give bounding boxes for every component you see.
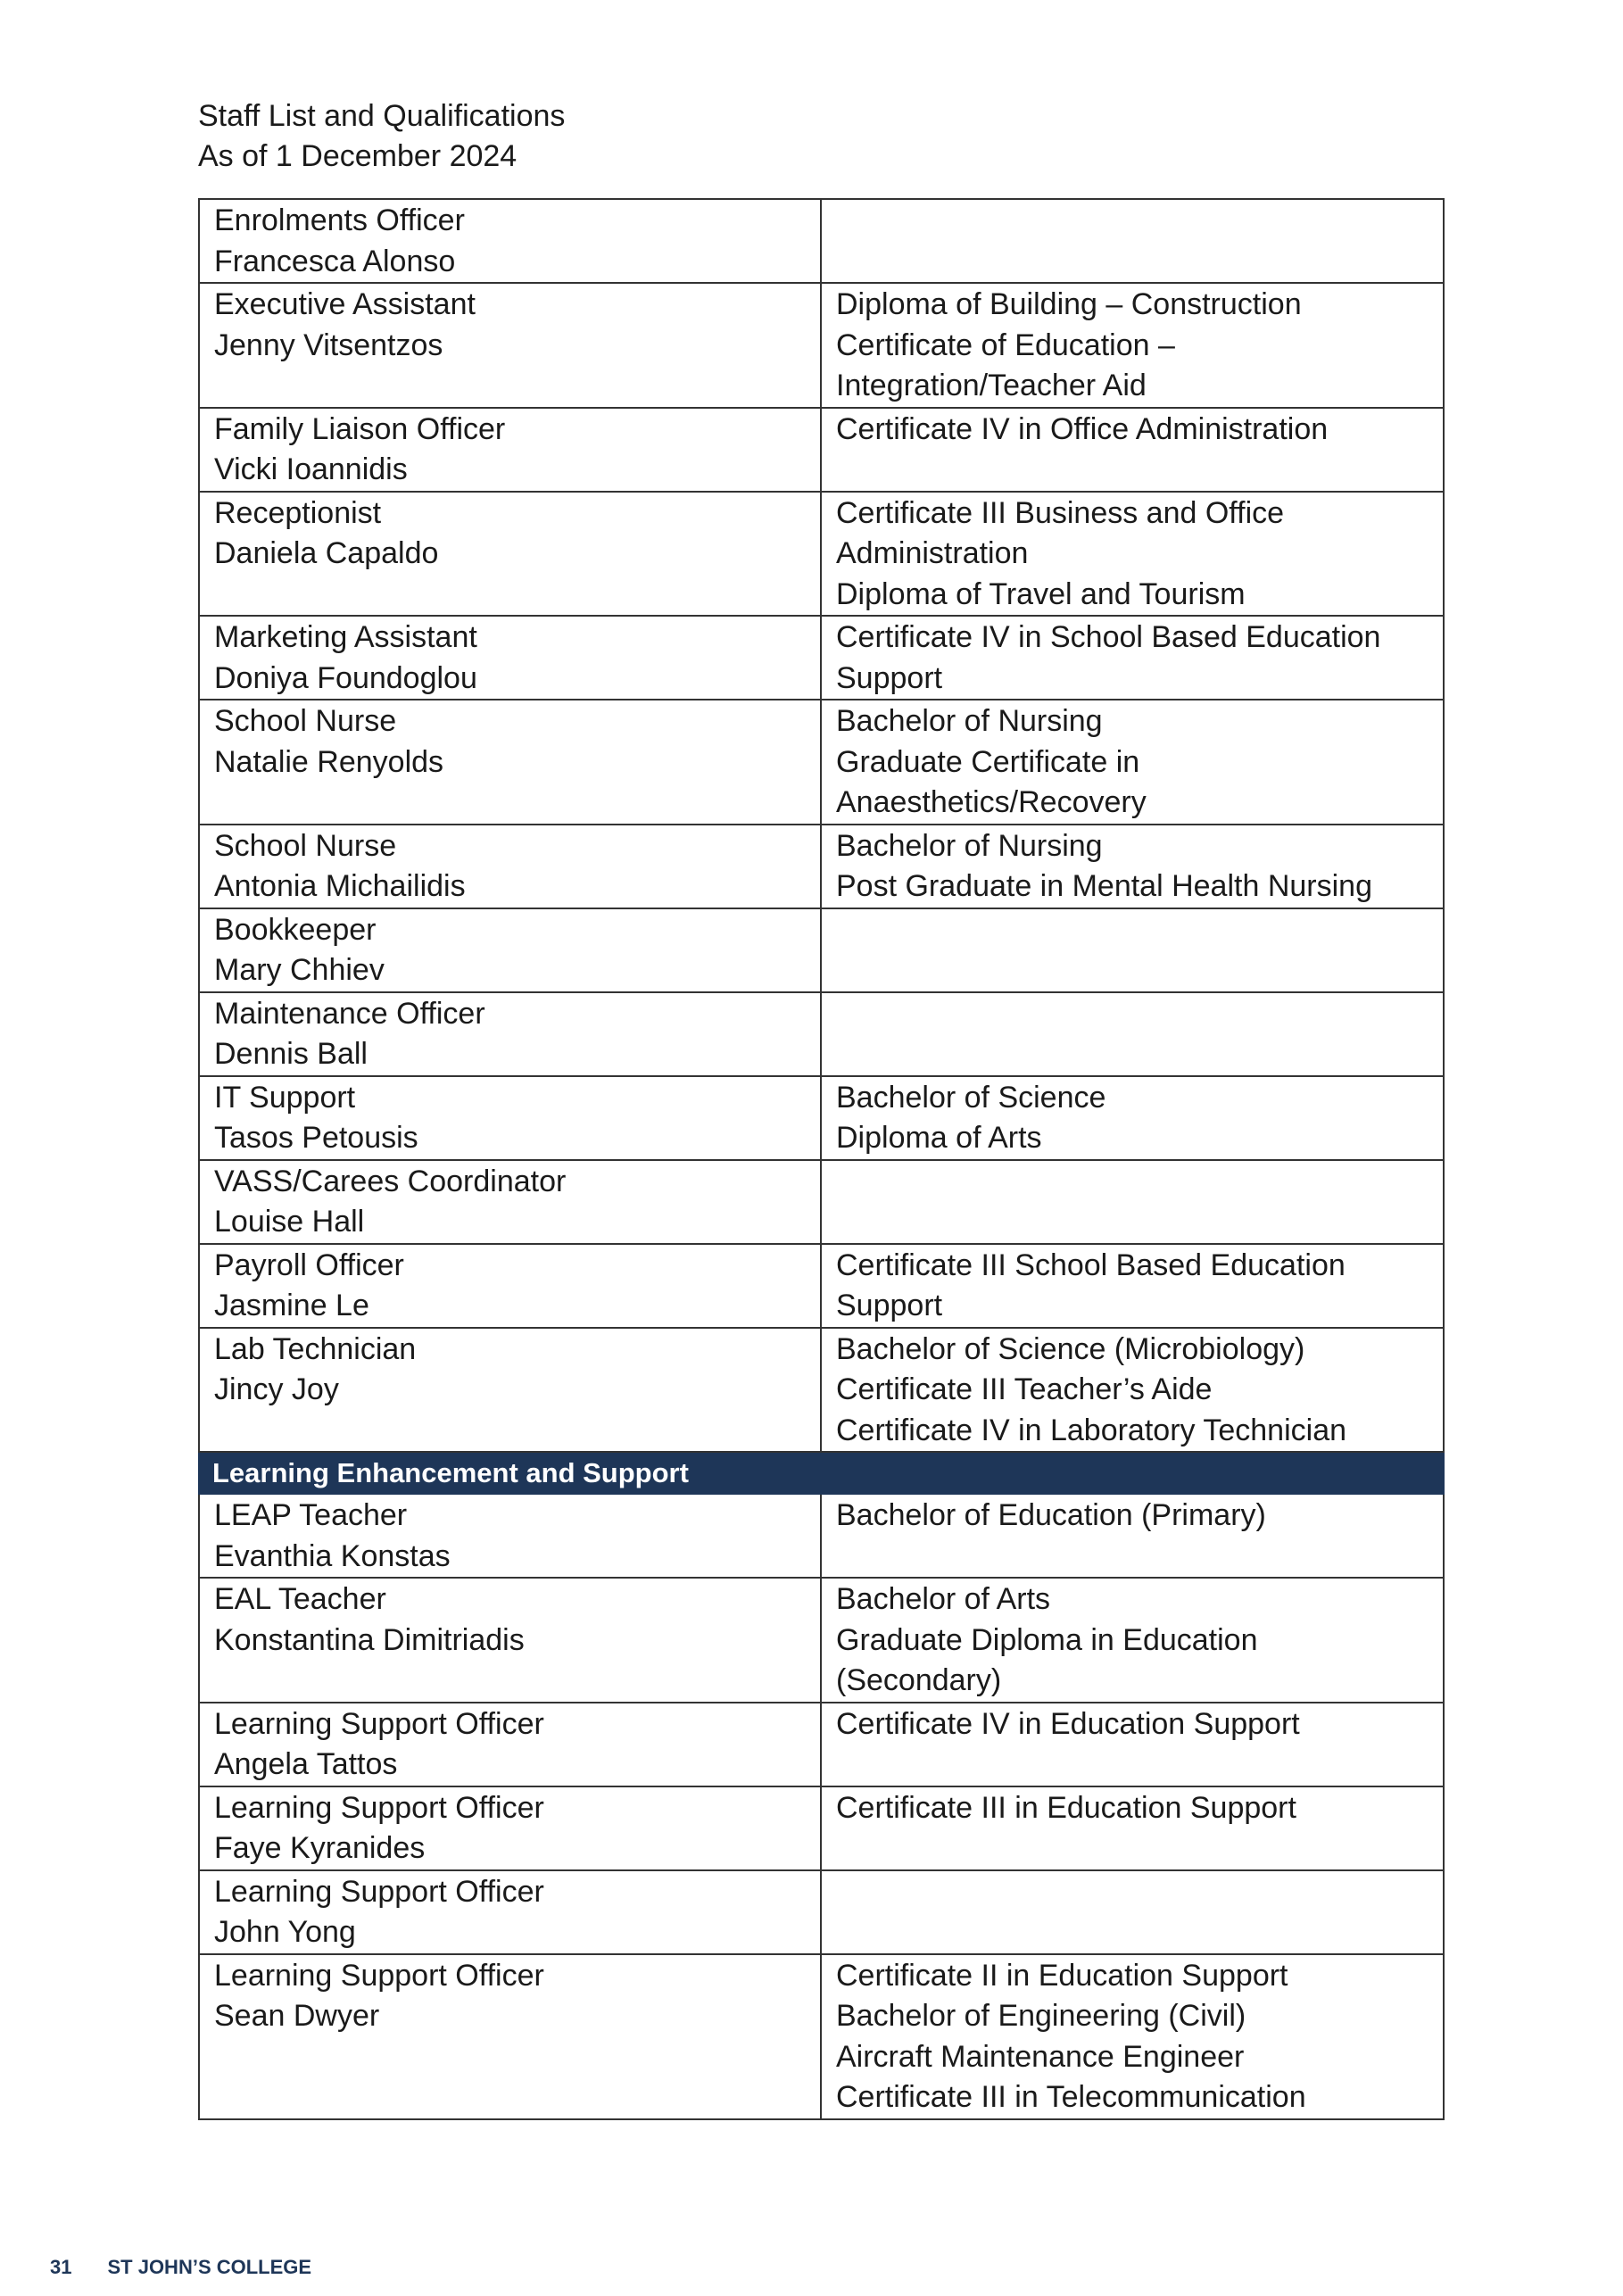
table-row [199,1954,1444,2119]
staff-cell [199,408,821,492]
page-footer [50,2256,311,2279]
qualification-line: Graduate Certificate in [836,744,1140,779]
staff-cell [199,199,821,283]
qualification-line: Integration/Teacher Aid [836,369,1147,402]
table-row [199,1160,1444,1244]
staff-name: Evanthia Konstas [214,1538,451,1573]
qualification-line: Support [836,660,943,695]
qualification-line: Bachelor of Science (Microbiology) [836,1331,1305,1366]
table-row [199,1244,1444,1328]
staff-role: Learning Support Officer [214,1874,544,1909]
staff-cell [199,1578,821,1703]
table-row [199,616,1444,700]
staff-name: John Yong [214,1915,356,1949]
qualification-line: Certificate III in Telecommunication [836,2080,1306,2114]
staff-name: Mary Chhiev [214,953,385,987]
staff-name: Francesca Alonso [214,244,456,278]
qualification-line: Certificate III Business and Office [836,495,1285,530]
qualifications-cell [821,1954,1444,2119]
staff-role: VASS/Carees Coordinator [214,1164,567,1198]
qualification-line: Anaesthetics/Recovery [836,785,1147,819]
qualifications-cell [821,1703,1444,1786]
table-row [199,283,1444,408]
qualification-line: Diploma of Arts [836,1121,1042,1155]
staff-name: Doniya Foundoglou [214,660,477,695]
staff-name: Vicki Ioannidis [214,452,408,486]
staff-name: Angela Tattos [214,1747,398,1781]
qualifications-cell [821,1328,1444,1453]
table-row [199,700,1444,825]
table-row [199,1786,1444,1870]
college-name: ST JOHN’S COLLEGE [107,2256,312,2278]
qualification-line: Certificate III Teacher’s Aide [836,1372,1213,1406]
table-row [199,1870,1444,1954]
qualification-line: Certificate II in Education Support [836,1958,1288,1993]
staff-role: Maintenance Officer [214,996,485,1031]
qualification-line: Certificate III in Education Support [836,1790,1296,1825]
qualifications-cell [821,1578,1444,1703]
qualification-line: Certificate IV in Office Administration [836,411,1329,446]
qualification-line: Certificate IV in School Based Education [836,620,1381,654]
qualification-line: Certificate IV in Laboratory Technician [836,1413,1347,1447]
qualification-line: Bachelor of Nursing [836,828,1103,863]
staff-name: Faye Kyranides [214,1831,426,1865]
staff-name: Louise Hall [214,1205,365,1239]
staff-role: School Nurse [214,828,397,863]
staff-name: Dennis Ball [214,1037,368,1071]
staff-name: Natalie Renyolds [214,744,444,779]
staff-cell [199,1494,821,1578]
staff-table [198,198,1445,2120]
qualifications-cell [821,283,1444,408]
staff-name: Konstantina Dimitriadis [214,1622,525,1657]
staff-cell [199,1703,821,1786]
qualifications-cell [821,408,1444,492]
table-row [199,1703,1444,1786]
qualification-line: Certificate IV in Education Support [836,1706,1300,1741]
staff-name: Jincy Joy [214,1372,339,1406]
staff-role: Marketing Assistant [214,620,477,654]
staff-cell [199,1786,821,1870]
staff-role: IT Support [214,1080,356,1115]
qualification-line: (Secondary) [836,1663,1002,1697]
table-row [199,199,1444,283]
staff-name: Sean Dwyer [214,1999,380,2033]
qualifications-cell [821,700,1444,825]
staff-cell [199,1870,821,1954]
qualifications-cell [821,825,1444,908]
staff-role: School Nurse [214,704,397,738]
qualifications-cell [821,992,1444,1076]
staff-role: EAL Teacher [214,1582,386,1616]
qualification-line: Support [836,1289,943,1322]
qualification-line: Graduate Diploma in Education [836,1622,1258,1657]
staff-cell [199,992,821,1076]
qualification-line: Diploma of Building – Construction [836,287,1302,321]
section-title: Learning Enhancement and Support [199,1452,1444,1494]
table-row [199,825,1444,908]
qualifications-cell [821,1076,1444,1160]
staff-cell [199,1076,821,1160]
page-header [198,96,565,177]
table-row [199,1328,1444,1453]
staff-cell [199,700,821,825]
qualification-line: Bachelor of Engineering (Civil) [836,1999,1246,2033]
qualifications-cell [821,1494,1444,1578]
qualification-line: Bachelor of Arts [836,1582,1051,1616]
qualification-line: Bachelor of Nursing [836,704,1103,738]
qualifications-cell [821,199,1444,283]
table-row [199,1076,1444,1160]
document-title: Staff List and Qualifications [198,99,566,133]
staff-cell [199,616,821,700]
staff-role: Payroll Officer [214,1247,404,1282]
staff-role: Learning Support Officer [214,1958,544,1993]
qualification-line: Diploma of Travel and Tourism [836,576,1246,611]
staff-cell [199,1328,821,1453]
document-date: As of 1 December 2024 [198,139,518,173]
qualifications-cell [821,1160,1444,1244]
table-row [199,408,1444,492]
table-row [199,992,1444,1076]
qualifications-cell [821,1870,1444,1954]
staff-cell [199,1244,821,1328]
staff-name: Antonia Michailidis [214,869,466,903]
staff-cell [199,825,821,908]
staff-role: Executive Assistant [214,287,476,321]
table-row [199,492,1444,617]
staff-role: Learning Support Officer [214,1790,544,1825]
staff-role: Receptionist [214,495,382,530]
staff-name: Daniela Capaldo [214,536,439,570]
qualification-line: Bachelor of Education (Primary) [836,1498,1266,1532]
qualification-line: Bachelor of Science [836,1080,1106,1115]
staff-table-body [199,199,1444,2119]
qualification-line: Certificate III School Based Education [836,1247,1346,1282]
staff-cell [199,1954,821,2119]
qualifications-cell [821,616,1444,700]
staff-cell [199,492,821,617]
staff-role: Family Liaison Officer [214,411,506,446]
page-number: 31 [50,2256,72,2278]
table-row [199,908,1444,992]
qualification-line: Post Graduate in Mental Health Nursing [836,869,1372,903]
staff-cell [199,1160,821,1244]
qualification-line: Administration [836,536,1029,570]
staff-name: Jasmine Le [214,1289,369,1322]
staff-cell [199,283,821,408]
staff-role: Bookkeeper [214,912,377,947]
staff-cell [199,908,821,992]
staff-name: Jenny Vitsentzos [214,327,443,362]
qualifications-cell [821,492,1444,617]
table-row [199,1494,1444,1578]
qualifications-cell [821,1244,1444,1328]
staff-role: Learning Support Officer [214,1706,544,1741]
qualification-line: Certificate of Education – [836,327,1175,362]
staff-name: Tasos Petousis [214,1121,418,1155]
table-row [199,1578,1444,1703]
qualifications-cell [821,1786,1444,1870]
staff-role: LEAP Teacher [214,1498,408,1532]
qualifications-cell [821,908,1444,992]
staff-role: Enrolments Officer [214,203,465,237]
staff-role: Lab Technician [214,1331,417,1366]
section-header-row [199,1452,1444,1494]
qualification-line: Aircraft Maintenance Engineer [836,2039,1245,2074]
